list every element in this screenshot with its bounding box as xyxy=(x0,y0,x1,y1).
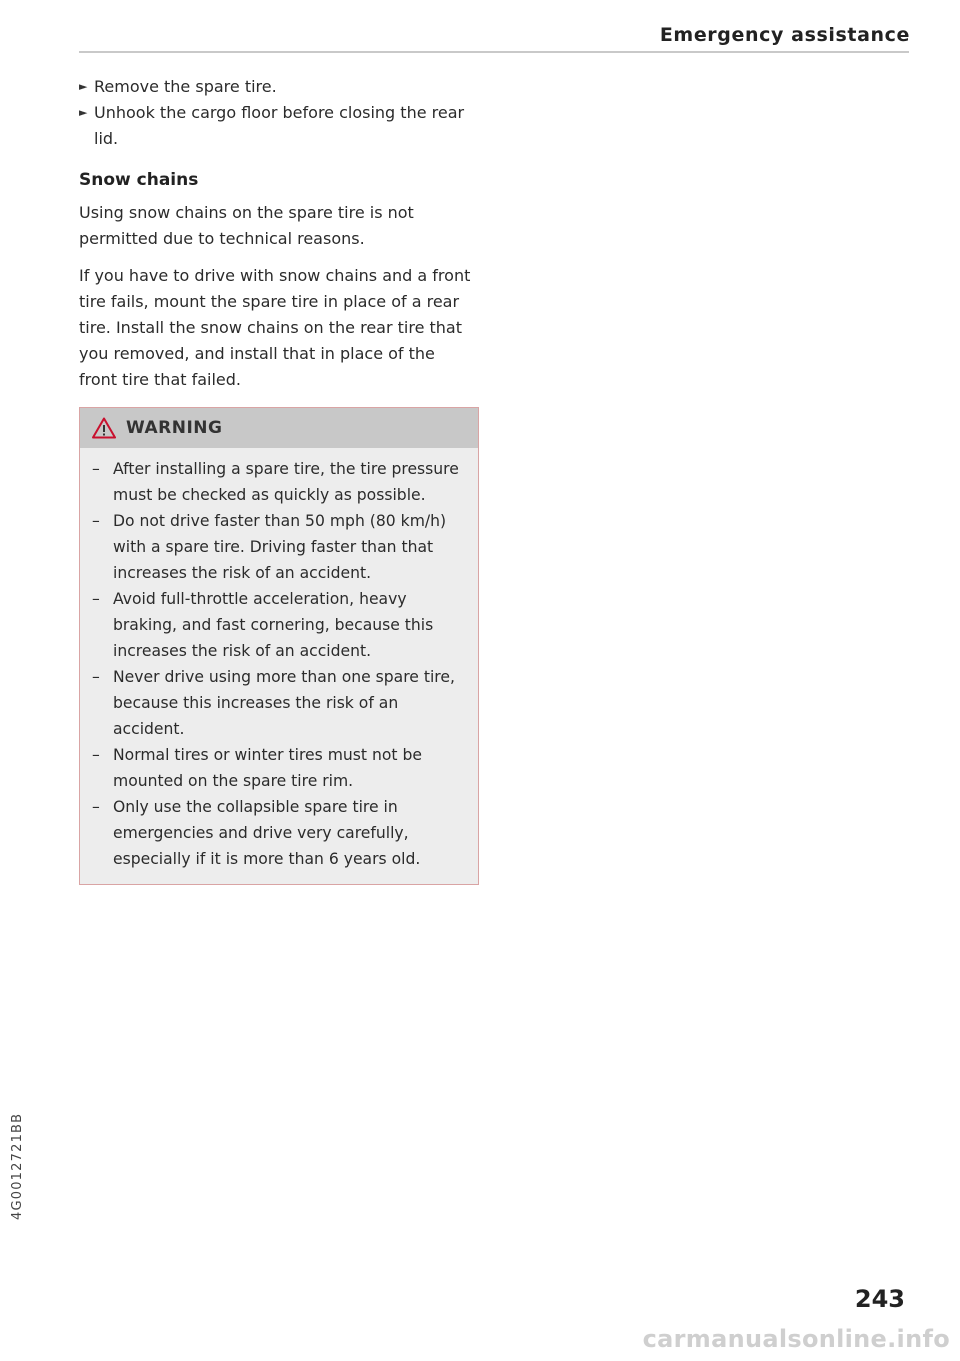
snow-chains-heading: Snow chains xyxy=(79,170,199,190)
header-divider xyxy=(79,51,909,53)
step-text: Unhook the cargo floor before closing the rear lid. xyxy=(94,103,465,148)
content-column xyxy=(79,74,479,885)
warning-box xyxy=(79,407,479,885)
warning-item: – Normal tires or winter tires must not be mounted on the spare tire rim. xyxy=(92,746,422,790)
paragraph: Using snow chains on the spare tire is not permitted due to technical reasons. xyxy=(79,203,414,248)
warning-item-text: Only use the collapsible spare tire in emergencies and drive very carefully, especially if it is more than 6 years old. xyxy=(113,798,421,868)
warning-item: – Avoid full-throttle acceleration, heavy braking, and fast cornering, because this increases the risk of an accident. xyxy=(92,590,434,660)
warning-item: – After installing a spare tire, the tire pressure must be checked as quickly as possible. xyxy=(92,460,459,504)
arrow-right-icon: ► xyxy=(79,106,88,119)
watermark: carmanualsonline.info xyxy=(642,1325,950,1353)
warning-triangle-icon xyxy=(92,417,116,439)
section-title: Emergency assistance xyxy=(659,24,910,46)
warning-item-text: Never drive using more than one spare tire, because this increases the risk of an accident. xyxy=(113,668,455,738)
warning-item: – Only use the collapsible spare tire in emergencies and drive very carefully, especially if it is more than 6 years old. xyxy=(92,798,421,868)
warning-list xyxy=(80,448,478,884)
document-code: 4G0012721BB xyxy=(10,1112,25,1220)
warning-title: WARNING xyxy=(126,418,223,438)
page-number: 243 xyxy=(854,1285,905,1313)
warning-item-text: Normal tires or winter tires must not be mounted on the spare tire rim. xyxy=(113,746,422,790)
warning-item-text: Do not drive faster than 50 mph (80 km/h) with a spare tire. Driving faster than that increases the risk of an accident. xyxy=(113,512,447,582)
step-item xyxy=(79,100,479,152)
warning-header xyxy=(80,408,478,448)
arrow-right-icon: ► xyxy=(79,80,88,93)
warning-item-text: Avoid full-throttle acceleration, heavy braking, and fast cornering, because this increases the risk of an accident. xyxy=(113,590,434,660)
step-item xyxy=(79,74,479,100)
warning-item: – Do not drive faster than 50 mph (80 km/h) with a spare tire. Driving faster than that increases the risk of an accident. xyxy=(92,512,447,582)
paragraph: If you have to drive with snow chains and a front tire fails, mount the spare tire in place of a rear tire. Install the snow chains on the rear tire that you removed, and install that in place of the front tire that failed. xyxy=(79,266,471,389)
step-text: Remove the spare tire. xyxy=(94,77,277,96)
warning-item-text: After installing a spare tire, the tire pressure must be checked as quickly as possible. xyxy=(113,460,459,504)
warning-item: – Never drive using more than one spare tire, because this increases the risk of an accident. xyxy=(92,668,455,738)
